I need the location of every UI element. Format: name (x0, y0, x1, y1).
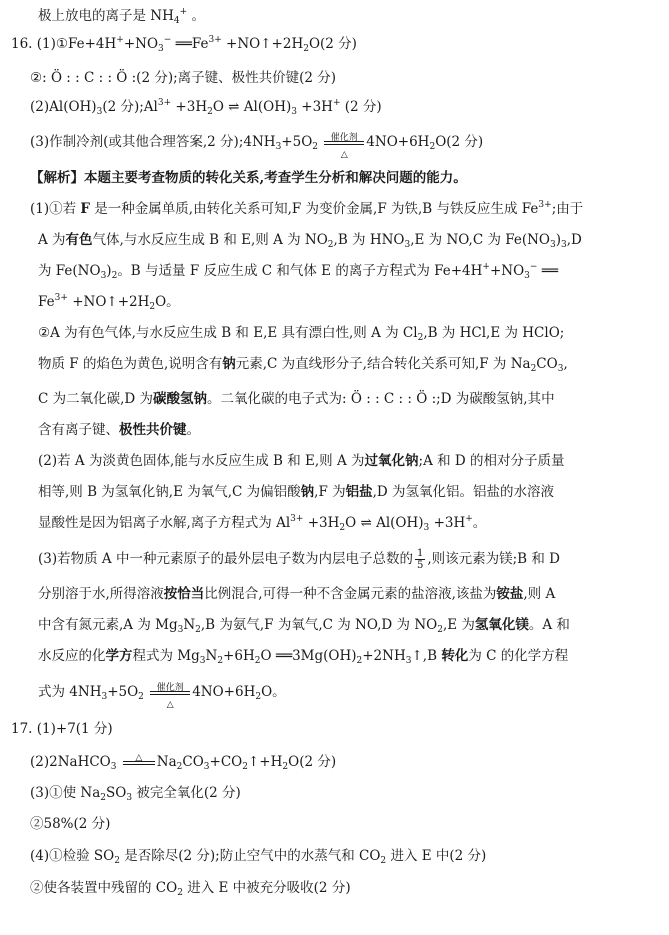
line-23: (2)2NaHCO$_3$ △ $Na_2CO_3+CO_2↑+H_2O(2$ 分) (30, 753, 337, 772)
line-26: (4)①检验 $SO_2$ 是否除尽(2 分);防止空气中的水蒸气和 $CO_2$ 进入 E 中(2 分) (30, 848, 487, 866)
line-7: A 为有色气体,与水反应生成 B 和 E,则 A 为 $NO_2,B$ 为 $HNO_3,E$ 为 NO,C 为 $Fe(NO_3)_3,D$ (38, 232, 582, 250)
fraction-one-fifth: $\frac{1}{5}$ (416, 548, 424, 571)
line-0: 极上放电的离子是 $NH_4^+$ 。 (38, 7, 205, 26)
line-12: C 为二氧化碳,D 为碳酸氢钠。二氧化碳的电子式为: Ö : : C : : Ö :;D 为碳酸氢钠,其中 (38, 391, 555, 407)
line-10: ②A 为有色气体,与水反应生成 B 和 E,E 具有漂白性,则 A 为 $Cl_2,B$ 为 HCl,E 为 HClO; (38, 325, 565, 343)
analysis-heading: 【解析】本题主要考查物质的转化关系,考查学生分析和解决问题的能力。 (30, 170, 467, 186)
line-1: 16. $(1)①Fe+4H^++NO_3^-$ $══Fe^{3+}$ $+NO↑+2H_2O(2$ 分) (11, 35, 357, 54)
condition-catalyst-heat: 催化剂 △ (322, 131, 366, 153)
line-27: ②使各装置中残留的 $CO_2$ 进入 E 中被充分吸收(2 分) (30, 880, 351, 898)
line-6: (1)①若 F 是一种金属单质,由转化关系可知,F 为变价金属,F 为铁,B 与铁反应生成 $Fe^{3+}$;由于 (30, 200, 584, 217)
condition-catalyst-heat-2: 催化剂 △ (148, 681, 192, 703)
line-4: (3)作制冷剂(或其他合理答案,2 分)$;4NH_3+5O_2$ 催化剂 △ $4NO+6H_2O(2$ 分) (30, 133, 484, 160)
line-11: 物质 F 的焰色为黄色,说明含有钠元素,C 为直线形分子,结合转化关系可知,F 为 $Na_2CO_3$, (38, 356, 568, 374)
line-8: 为 $Fe(NO_3)_2$。B 与适量 F 反应生成 C 和气体 E 的离子方程式为 $Fe+4H^++NO_3^-$ ══ (38, 262, 558, 281)
line-21: 式为 $4NH_3+5O_2$ 催化剂 △ $4NO+6H_2O$。 (38, 683, 286, 710)
line-15: 相等,则 B 为氢氧化钠,E 为氧气,C 为偏铝酸钠,F 为铝盐,D 为氢氧化铝。铝盐的水溶液 (38, 484, 555, 500)
line-13: 含有离子键、极性共价键。 (38, 422, 200, 438)
line-16: 显酸性是因为铝离子水解,离子方程式为 $Al^{3+} +3H_2O$ ⇌ $Al(OH)_3 +3H^+$。 (38, 514, 487, 533)
line-22: 17. (1)+7(1 分) (11, 721, 113, 737)
line-25: ②58%(2 分) (30, 816, 111, 832)
line-18: 分别溶于水,所得溶液按恰当比例混合,可得一种不含金属元素的盐溶液,该盐为铵盐,则 A (38, 586, 556, 602)
line-3: $(2)Al(OH)_3(2$ 分)$;Al^{3+} +3H_2O$ ⇌ $Al(OH)_3 +3H^+$ (2 分) (30, 98, 382, 117)
line-9: $Fe^{3+}$ $+NO↑+2H_2O$。 (38, 293, 180, 312)
line-2: ②: Ö : : C : : Ö :(2 分);离子键、极性共价键(2 分) (30, 70, 337, 86)
line-20: 水反应的化学方程式为 $Mg_3N_2+6H_2O$ $══3Mg(OH)_2+2NH_3↑,B$ 转化为 C 的化学方程 (38, 648, 569, 666)
line-17: (3)若物质 A 中一种元素原子的最外层电子数为内层电子总数的 $\frac{1}{5}$ ,则该元素为镁;B 和 D (38, 548, 561, 571)
line-14: (2)若 A 为淡黄色固体,能与水反应生成 B 和 E,则 A 为过氧化钠;A 和 D 的相对分子质量 (38, 453, 565, 469)
line-19: 中含有氮元素,A 为 $Mg_3N_2,B$ 为氨气,F 为氧气,C 为 NO,D 为 $NO_2,E$ 为氢氧化镁。A 和 (38, 617, 570, 635)
line-24: (3)①使 $Na_2SO_3$ 被完全氧化(2 分) (30, 785, 241, 803)
condition-heat: △ (121, 751, 157, 773)
